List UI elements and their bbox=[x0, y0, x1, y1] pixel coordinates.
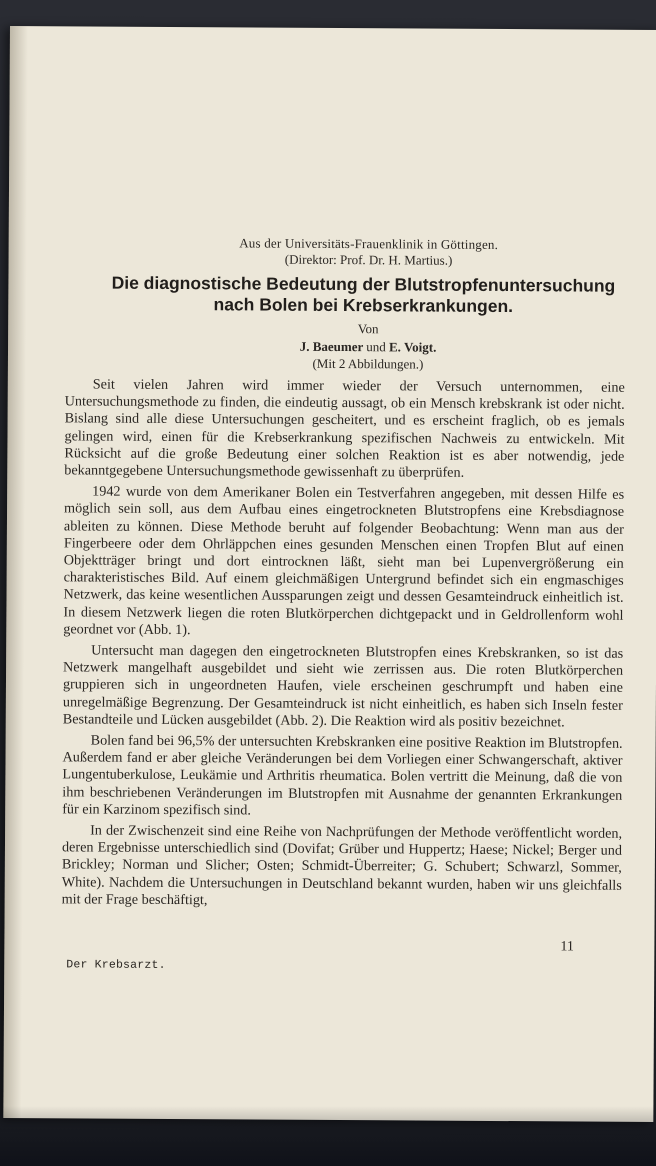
title-line-1: Die diagnostische Bedeutung der Blutstropfenuntersuchung bbox=[111, 272, 616, 296]
article-body bbox=[62, 376, 625, 914]
author-1: J. Baeumer bbox=[299, 338, 364, 355]
bottom-shadow bbox=[0, 1106, 656, 1166]
paragraph-2: 1942 wurde von dem Amerikaner Bolen ein Testverfahren angegeben, mit dessen Hilfe es möglich sein soll, aus dem Aufbau eines eingetrockneten Blutstropfens eine Krebsdiagnose ableiten zu können. Diese Methode beruht auf folgender Beobachtung: Wenn man aus der Fingerbeere oder dem Ohrläppchen eines gesunden Menschen einen Tropfen Blut auf einen Objektträger bringt und dort eintrocknen läßt, sieht man bei Lupenvergrößerung ein charakteristisches Bild. Auf einem gleichmäßigen Untergrund befindet sich ein engmaschiges Netzwerk, das keine wesentlichen Aussparungen zeigt und dessen Gesamteindruck einheitlich ist. In diesem Netzwerk liegen die roten Blutkörperchen dichtgepackt und in Geldrollenform wohl geordnet vor (Abb. 1). bbox=[63, 483, 625, 638]
journal-name: Der Krebsarzt. bbox=[66, 958, 166, 972]
article-title bbox=[58, 272, 656, 318]
title-line-2: nach Bolen bei Krebserkrankungen. bbox=[213, 294, 514, 317]
paragraph-3: Untersucht man dagegen den eingetrockneten Blutstropfen eines Krebskranken, so ist das Netzwerk mangelhaft ausgebildet und sieht wie zerrissen aus. Die roten Blutkörperchen gruppieren sich in ungeordneten Haufen, viele erscheinen geschrumpft und haben eine unregelmäßige Begrenzung. Der Gesamteindruck ist nicht einheitlich, es haben sich Inseln fester Bestandteile und Lücken ausgebildet (Abb. 2). Die Reaktion wird als positiv bezeichnet. bbox=[62, 642, 624, 731]
von-line: Von bbox=[357, 321, 379, 337]
author-conjunction: und bbox=[366, 339, 386, 355]
paragraph-4: Bolen fand bei 96,5% der untersuchten Krebskranken eine positive Reaktion im Blutstropfen. Außerdem fand er aber gleiche Veränderungen bei dem Vorliegen einer Schwangerschaft, aktiver Lungentuberkulose, Leukämie und Arthritis rheumatica. Bolen vertritt die Meinung, daß die von ihm beschriebenen Veränderungen im Blutstropfen mit Ausnahme der genannten Erkrankungen für ein Karzinom spezifisch sind. bbox=[62, 732, 623, 819]
document-page bbox=[3, 26, 656, 1122]
director-line: (Direktor: Prof. Dr. H. Martius.) bbox=[284, 251, 453, 268]
paragraph-1: Seit vielen Jahren wird immer wieder der Versuch unternommen, eine Untersuchungsmethode zu finden, die eindeutig aussagt, ob ein Mensch krebskrank ist oder nicht. Bislang sind alle diese Untersuchungen gescheitert, und es erscheint fraglich, ob es jemals gelingen wird, einen für die Krebserkrankung spezifischen Nachweis zu entwickeln. Mit Rücksicht auf die große Bedeutung einer solchen Reaktion ist es aber notwendig, jede bekanntgegebene Untersuchungsmethode gewissenhaft zu überprüfen. bbox=[64, 376, 625, 481]
illustrations-note: (Mit 2 Abbildungen.) bbox=[312, 355, 424, 372]
author-2: E. Voigt. bbox=[388, 339, 437, 355]
institution-line: Aus der Universitäts-Frauenklinik in Göttingen. bbox=[239, 235, 499, 252]
page-number: 11 bbox=[560, 939, 574, 955]
paragraph-5: In der Zwischenzeit sind eine Reihe von Nachprüfungen der Methode veröffentlicht worden, deren Ergebnisse unterschiedlich sind (Dovifat; Grüber und Huppertz; Haese; Nickel; Berger und Brickley; Norman und Slicher; Osten; Schmidt-Überreiter; G. Schubert; Schwarzl, Sommer, White). Nachdem die Untersuchungen in Deutschland bekannt wurden, haben wir uns gleichfalls mit der Frage beschäftigt, bbox=[61, 822, 623, 909]
